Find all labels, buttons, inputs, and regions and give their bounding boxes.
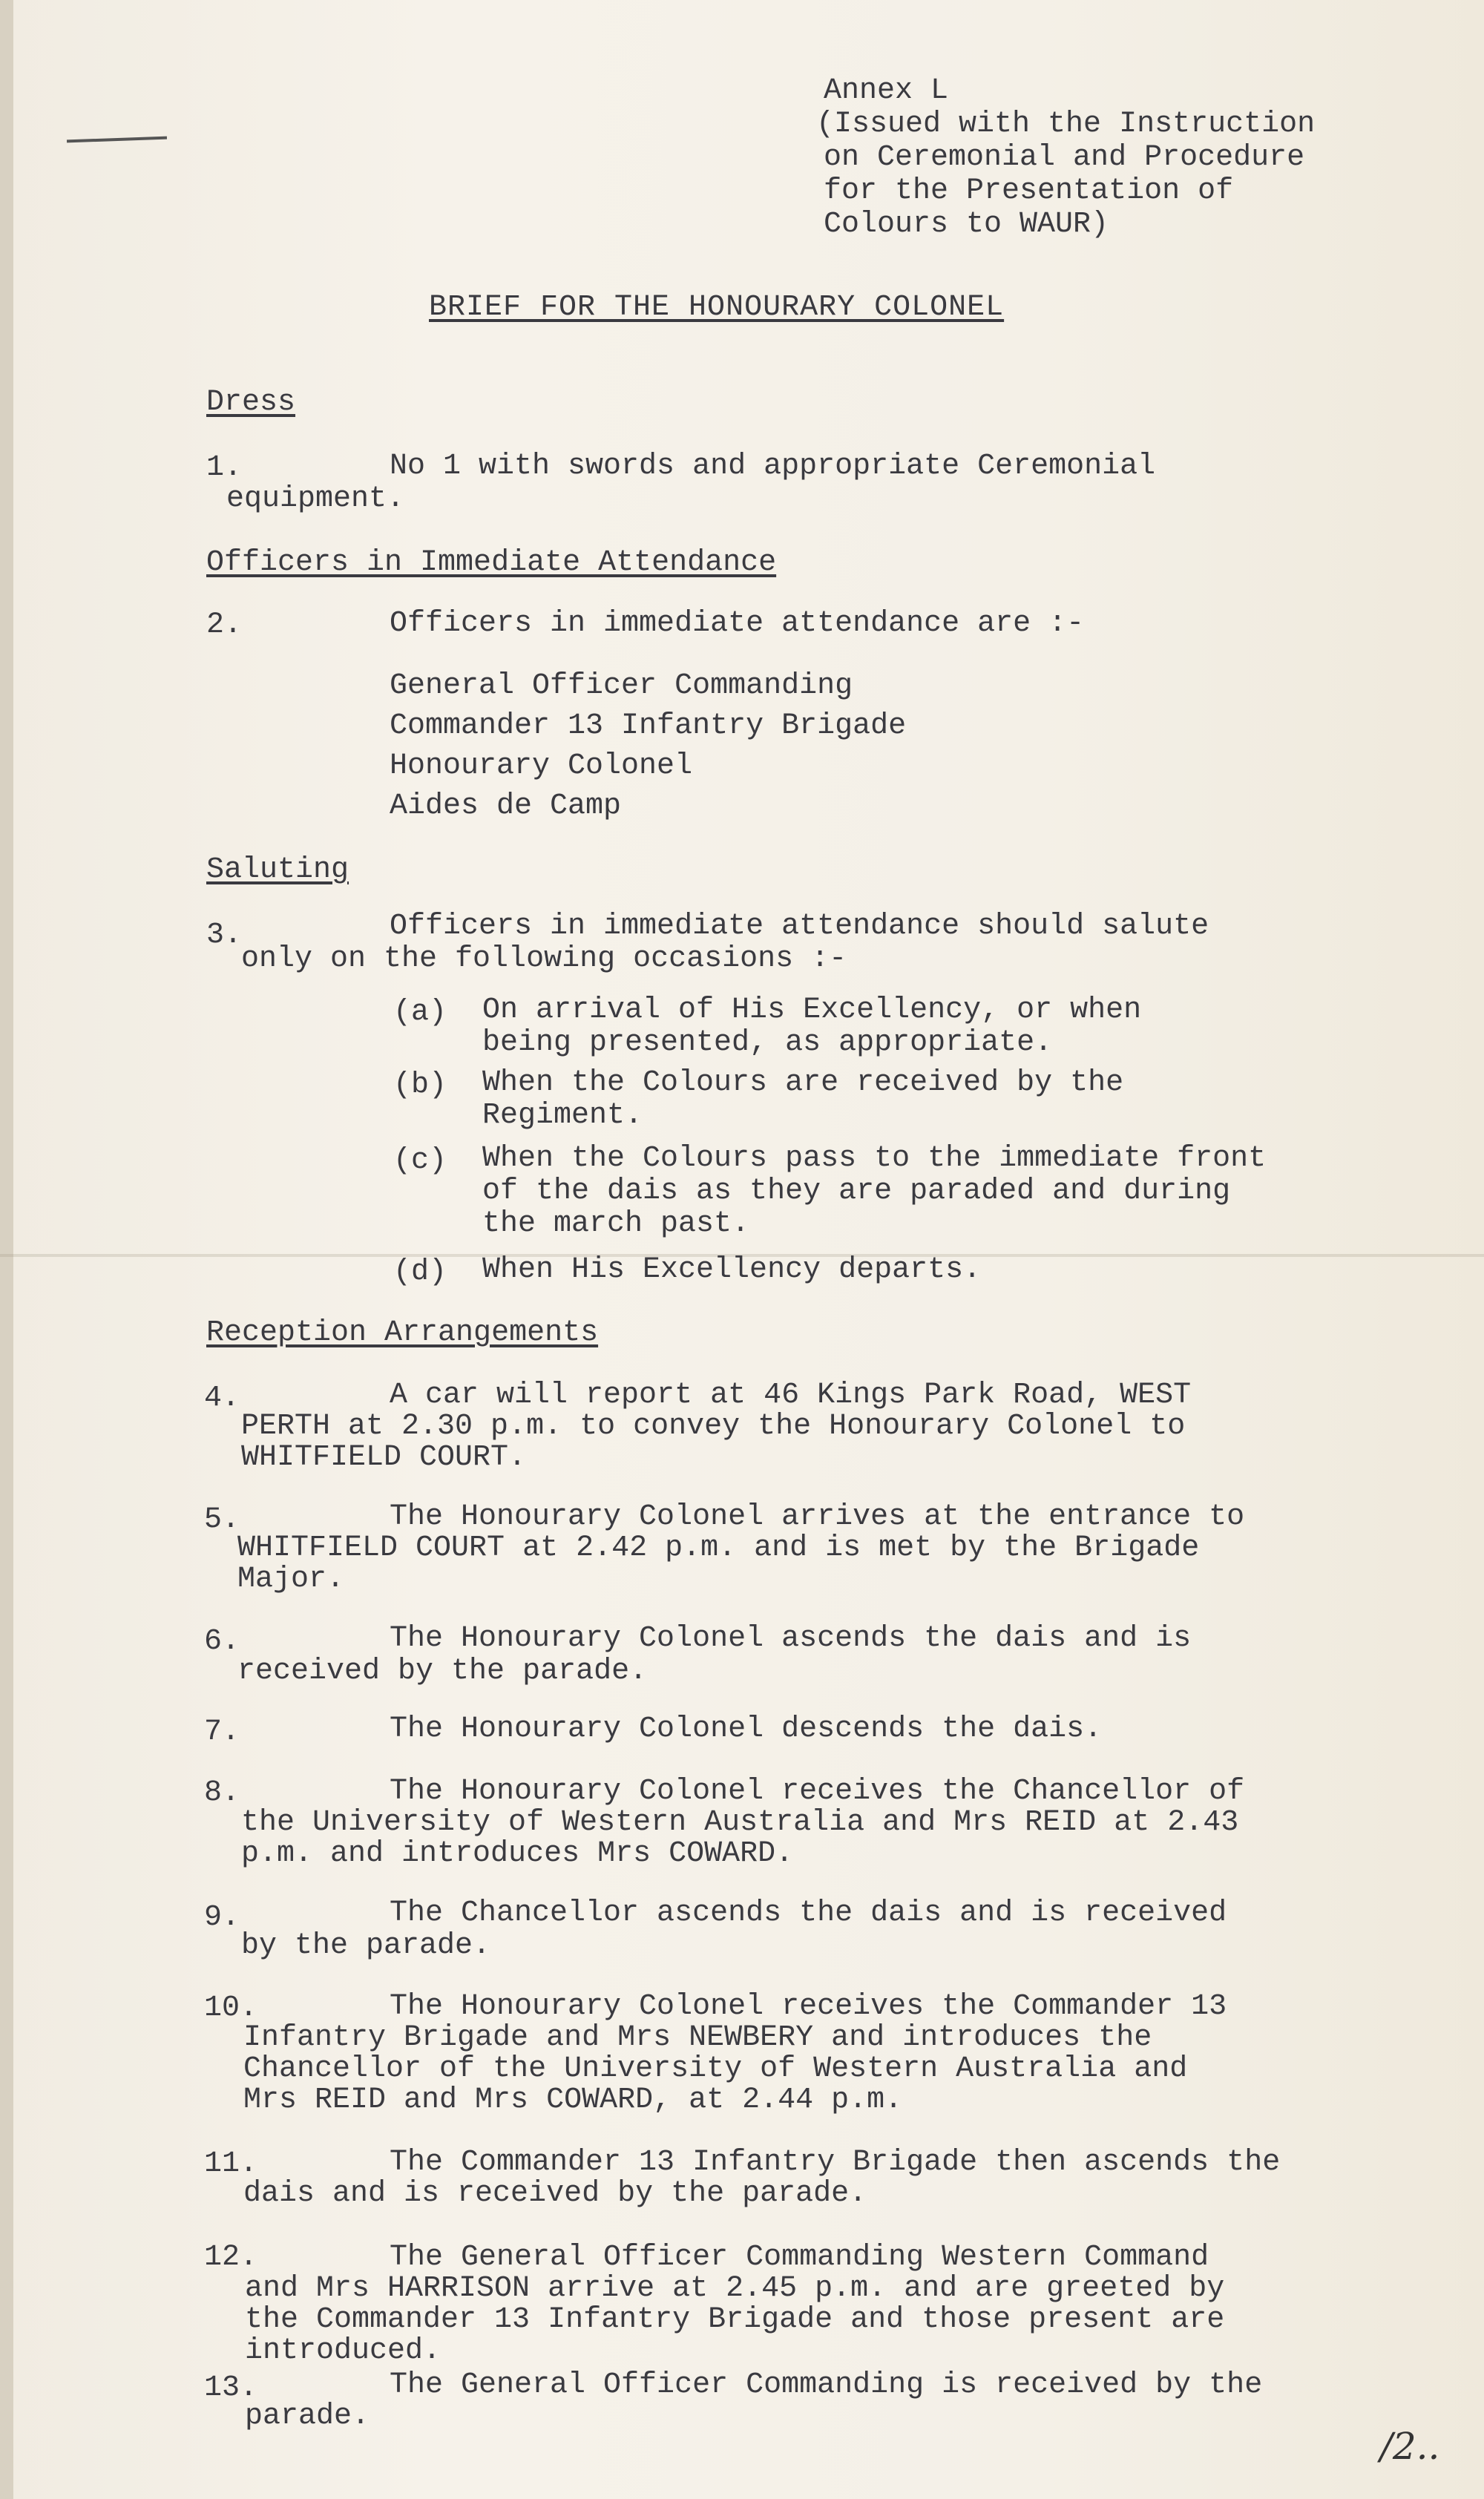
paragraph-text: parade. (245, 2400, 370, 2433)
officers-list (390, 666, 906, 827)
paragraph-text: Major. (237, 1563, 345, 1596)
paragraph-text: Officers in immediate attendance are :- (390, 607, 1085, 640)
paragraph-text: The Honourary Colonel ascends the dais and is (390, 1622, 1192, 1655)
paragraph-number: 7. (204, 1715, 240, 1749)
paragraph-text: The Honourary Colonel arrives at the entrance to (390, 1500, 1245, 1534)
paragraph-text: WHITFIELD COURT at 2.42 p.m. and is met by the Brigade (237, 1531, 1200, 1565)
document-title: BRIEF FOR THE HONOURARY COLONEL (429, 291, 1005, 324)
annex-line: for the Presentation of (824, 174, 1234, 208)
paragraph-number: 13. (204, 2371, 258, 2405)
paragraph-text: The Chancellor ascends the dais and is received (390, 1897, 1227, 1930)
paragraph-text: received by the parade. (237, 1655, 648, 1688)
paragraph-number: 2. (206, 608, 243, 642)
paragraph-number: 5. (204, 1503, 240, 1537)
paragraph-text: The General Officer Commanding is received by the (390, 2368, 1263, 2402)
occasion-text (482, 1143, 1373, 1241)
paragraph-text: Infantry Brigade and Mrs NEWBERY and introduces the (243, 2021, 1152, 2055)
occasion-text (482, 1067, 1373, 1132)
paragraph-number: 10. (204, 1991, 258, 2025)
occasion-text (482, 1254, 1373, 1287)
occasion-line: Regiment. (482, 1099, 643, 1132)
pencil-mark (67, 137, 167, 143)
paragraph-number: 12. (204, 2241, 258, 2274)
paragraph-text: by the parade. (241, 1929, 491, 1963)
occasion-line: of the dais as they are paraded and during (482, 1175, 1231, 1208)
paragraph-text: dais and is received by the parade. (243, 2177, 867, 2210)
paragraph-text: The Honourary Colonel descends the dais. (390, 1712, 1103, 1746)
section-heading-saluting: Saluting (206, 853, 349, 887)
paragraph-text: No 1 with swords and appropriate Ceremonial (390, 450, 1156, 483)
annex-note (816, 74, 1425, 241)
paragraph-text: The Honourary Colonel receives the Commander 13 (390, 1990, 1227, 2023)
paragraph-text: Mrs REID and Mrs COWARD, at 2.44 p.m. (243, 2083, 903, 2117)
paragraph-number: 1. (206, 451, 243, 485)
list-item: Honourary Colonel (390, 749, 693, 783)
occasion-line: being presented, as appropriate. (482, 1026, 1053, 1060)
paragraph-number: 8. (204, 1776, 240, 1810)
paragraph-text: the Commander 13 Infantry Brigade and those present are (245, 2303, 1225, 2337)
section-heading-dress: Dress (206, 386, 296, 419)
list-item: General Officer Commanding (390, 669, 853, 703)
paragraph-text: the University of Western Australia and Mrs REID at 2.43 (241, 1806, 1239, 1839)
list-item: Aides de Camp (390, 789, 622, 823)
occasion-label: (b) (393, 1068, 447, 1102)
section-heading-attendance: Officers in Immediate Attendance (206, 546, 777, 579)
occasion-label: (a) (393, 996, 447, 1029)
annex-line: Annex L (824, 74, 949, 108)
paragraph-text: Officers in immediate attendance should salute (390, 910, 1209, 943)
occasion-label: (d) (393, 1255, 447, 1289)
occasion-text (482, 994, 1373, 1060)
paragraph-text: Chancellor of the University of Western Australia and (243, 2052, 1188, 2086)
annex-line: (Issued with the Instruction (816, 108, 1316, 141)
paragraph-text: The Commander 13 Infantry Brigade then ascends the (390, 2146, 1281, 2179)
paragraph-number: 11. (204, 2147, 258, 2181)
paragraph-number: 3. (206, 919, 243, 952)
paragraph-text: A car will report at 46 Kings Park Road, WEST (390, 1379, 1192, 1412)
section-heading-reception: Reception Arrangements (206, 1316, 599, 1350)
paragraph-text: equipment. (226, 482, 405, 516)
paragraph-number: 9. (204, 1901, 240, 1934)
paragraph-text: only on the following occasions :- (241, 942, 847, 976)
paragraph-text: and Mrs HARRISON arrive at 2.45 p.m. and are greeted by (245, 2272, 1225, 2305)
paragraph-text: The General Officer Commanding Western Command (390, 2241, 1209, 2274)
page-continuation: /2.. (1380, 2425, 1440, 2468)
annex-line: on Ceremonial and Procedure (824, 141, 1305, 174)
paragraph-text: The Honourary Colonel receives the Chancellor of (390, 1775, 1245, 1808)
paragraph-number: 6. (204, 1625, 240, 1658)
occasion-line: When the Colours are received by the (482, 1066, 1124, 1100)
occasion-line: When His Excellency departs. (482, 1253, 982, 1287)
list-item: Commander 13 Infantry Brigade (390, 709, 907, 743)
occasion-line: When the Colours pass to the immediate front (482, 1142, 1267, 1175)
paragraph-text: WHITFIELD COURT. (241, 1441, 527, 1474)
occasion-line: On arrival of His Excellency, or when (482, 994, 1142, 1027)
occasion-line: the march past. (482, 1207, 750, 1241)
paragraph-text: p.m. and introduces Mrs COWARD. (241, 1837, 794, 1871)
occasion-label: (c) (393, 1144, 447, 1178)
annex-line: Colours to WAUR) (824, 208, 1109, 241)
paragraph-number: 4. (204, 1382, 240, 1415)
paragraph-text: PERTH at 2.30 p.m. to convey the Honourary Colonel to (241, 1410, 1186, 1443)
page-edge-shadow (0, 0, 13, 2499)
paragraph-text: introduced. (245, 2334, 441, 2368)
